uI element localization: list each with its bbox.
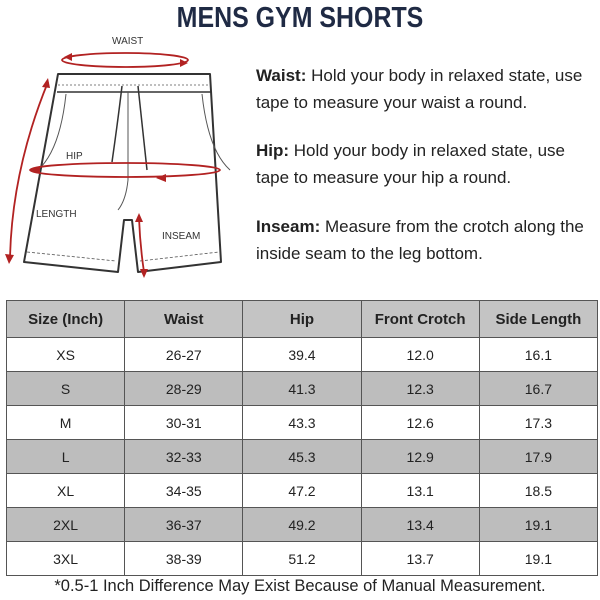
instruction-inseam [256, 213, 596, 267]
footnote: *0.5-1 Inch Difference May Exist Because of Manual Measurement. [54, 577, 546, 595]
page-title: MENS GYM SHORTS [176, 2, 424, 34]
cell-waist: 28-29 [125, 372, 243, 406]
table-row [7, 542, 598, 576]
cell-side-length: 19.1 [479, 542, 597, 576]
cell-waist: 26-27 [125, 338, 243, 372]
cell-size: 3XL [7, 542, 125, 576]
cell-hip: 45.3 [243, 440, 361, 474]
cell-side-length: 17.9 [479, 440, 597, 474]
header-side-length: Side Length [479, 301, 597, 338]
cell-waist: 30-31 [125, 406, 243, 440]
cell-side-length: 16.7 [479, 372, 597, 406]
cell-side-length: 17.3 [479, 406, 597, 440]
header-front-crotch: Front Crotch [361, 301, 479, 338]
cell-side-length: 16.1 [479, 338, 597, 372]
cell-size: L [7, 440, 125, 474]
cell-hip: 41.3 [243, 372, 361, 406]
instruction-text: Measure from the crotch along the inside seam to the leg bottom. [256, 217, 584, 263]
instruction-text: Hold your body in relaxed state, use tape to measure your waist a round. [256, 66, 583, 112]
cell-hip: 49.2 [243, 508, 361, 542]
cell-size: 2XL [7, 508, 125, 542]
cell-size: XL [7, 474, 125, 508]
length-label: LENGTH [36, 209, 77, 220]
header-size: Size (Inch) [7, 301, 125, 338]
shorts-diagram [0, 30, 250, 290]
cell-front-crotch: 13.4 [361, 508, 479, 542]
cell-front-crotch: 13.7 [361, 542, 479, 576]
table-row [7, 508, 598, 542]
table-row [7, 406, 598, 440]
instruction-hip [256, 137, 596, 191]
instruction-waist [256, 62, 596, 116]
table-row [7, 372, 598, 406]
cell-front-crotch: 12.0 [361, 338, 479, 372]
cell-hip: 39.4 [243, 338, 361, 372]
header-waist: Waist [125, 301, 243, 338]
cell-waist: 32-33 [125, 440, 243, 474]
cell-waist: 38-39 [125, 542, 243, 576]
cell-size: S [7, 372, 125, 406]
cell-front-crotch: 12.9 [361, 440, 479, 474]
instruction-term: Inseam: [256, 217, 321, 236]
cell-hip: 43.3 [243, 406, 361, 440]
cell-front-crotch: 12.6 [361, 406, 479, 440]
hip-label: HIP [66, 151, 83, 162]
table-header-row [7, 301, 598, 338]
table-row [7, 338, 598, 372]
cell-hip: 47.2 [243, 474, 361, 508]
cell-side-length: 18.5 [479, 474, 597, 508]
instruction-term: Hip: [256, 141, 290, 160]
size-chart-table [6, 300, 598, 576]
cell-waist: 36-37 [125, 508, 243, 542]
table-row [7, 440, 598, 474]
cell-front-crotch: 13.1 [361, 474, 479, 508]
cell-size: XS [7, 338, 125, 372]
table-row [7, 474, 598, 508]
instruction-term: Waist: [256, 66, 307, 85]
instruction-text: Hold your body in relaxed state, use tape to measure your hip a round. [256, 141, 565, 187]
cell-hip: 51.2 [243, 542, 361, 576]
cell-waist: 34-35 [125, 474, 243, 508]
cell-size: M [7, 406, 125, 440]
header-hip: Hip [243, 301, 361, 338]
cell-side-length: 19.1 [479, 508, 597, 542]
cell-front-crotch: 12.3 [361, 372, 479, 406]
inseam-label: INSEAM [162, 231, 201, 242]
waist-label: WAIST [112, 36, 144, 47]
shorts-illustration [0, 30, 250, 290]
